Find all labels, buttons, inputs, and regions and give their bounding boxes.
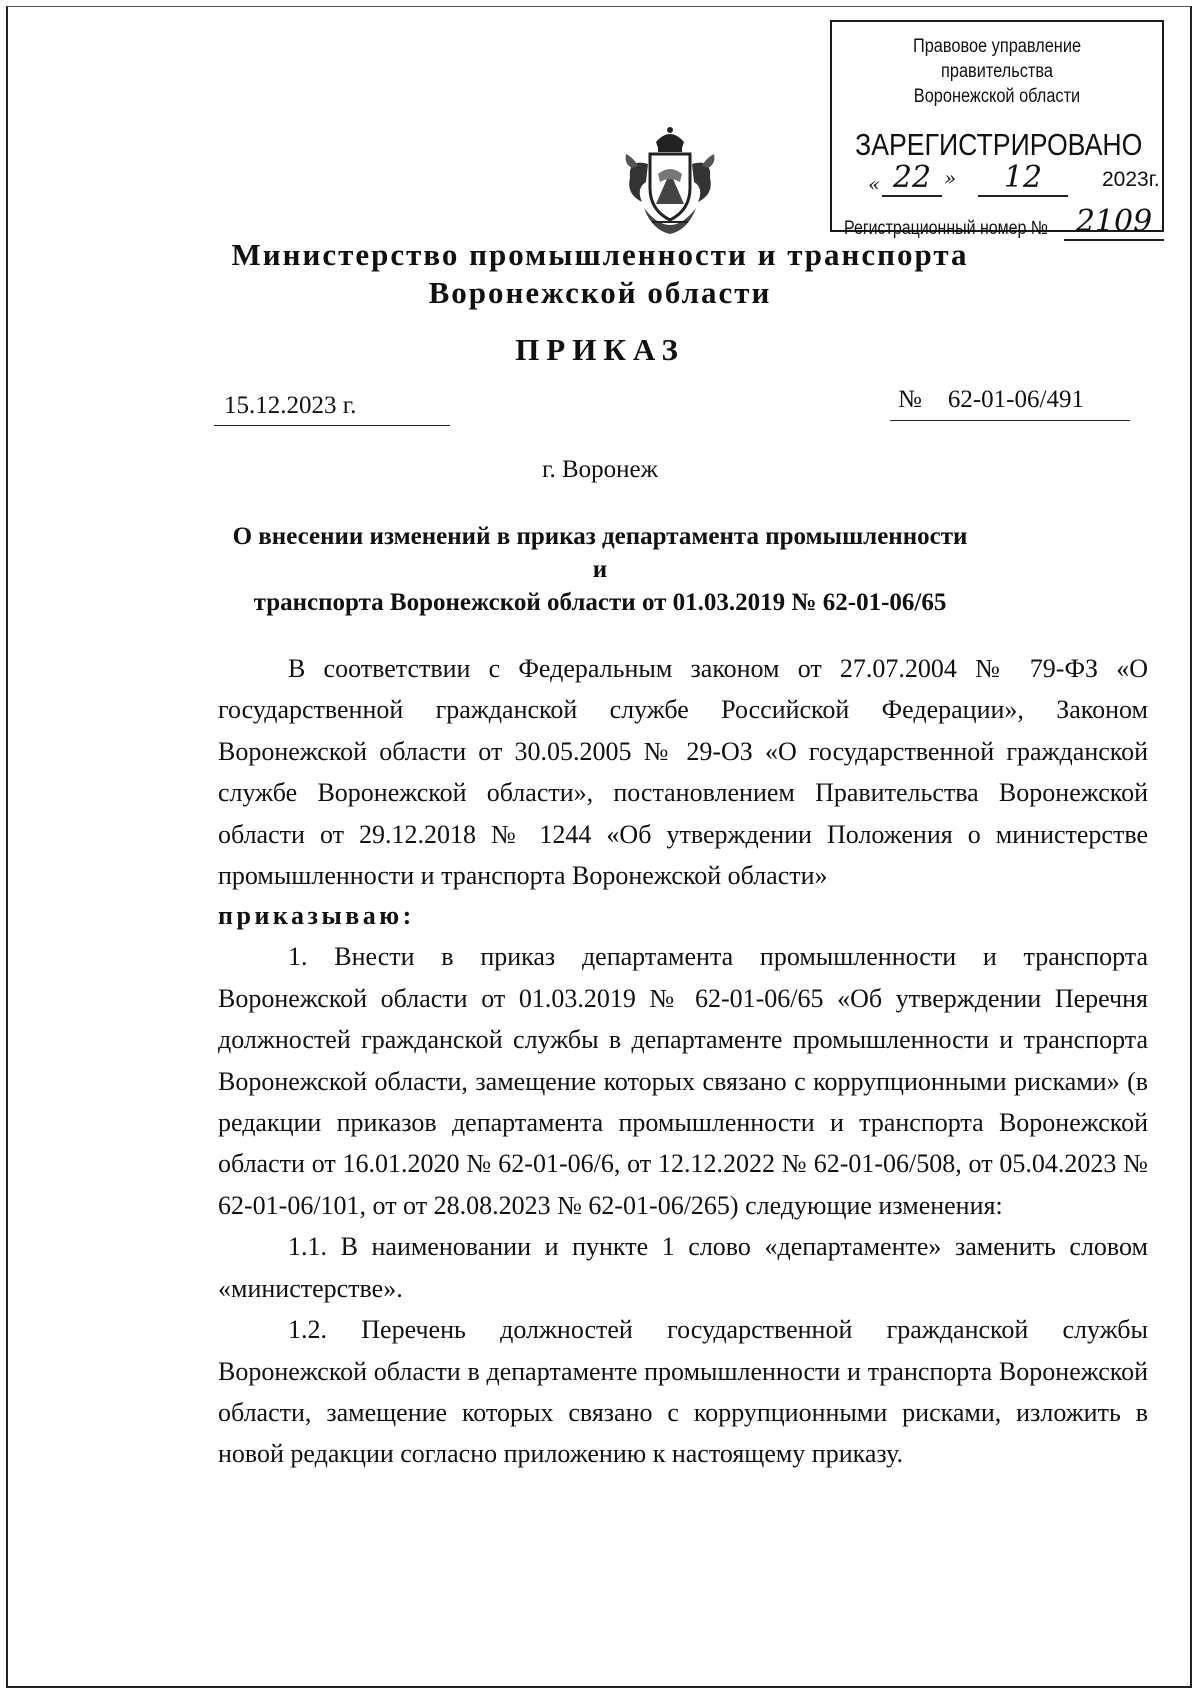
order-title: ПРИКАЗ (515, 332, 685, 367)
stamp-month: 12 (978, 160, 1068, 197)
stamp-quote-open: « (868, 172, 881, 196)
item-1-paragraph: 1. Внести в приказ департамента промышленности и транспорта Воронежской области от 01.03.2019 № 62-01-06/65 «Об утверждении Перечня должностей гражданской службы в департаменте промышленности и транспорта Воронежской области, замещение которых связано с коррупционными рисками» (в редакции приказов департамента промышленности и транспорта Воронежской области от 16.01.2020 № 62-01-06/6, от 12.12.2022 № 62-01-06/508, от 05.04.2023 № 62-01-06/101, от от 28.08.2023 № 62-01-06/265) следующие изменения: (218, 942, 1148, 1220)
preamble-paragraph: В соответствии с Федеральным законом от 27.07.2004 № 79-ФЗ «О государственной гражданской службе Российской Федерации», Законом Воронежской области от 30.05.2005 № 29-ОЗ «О государственной гражданской службе Воронежской области», постановлением Правительства Воронежской области от 29.12.2018 № 1244 «Об утверждении Положения о министерстве промышленности и транспорта Воронежской области» (218, 654, 1148, 891)
subject-line1: О внесении изменений в приказ департамента промышленности и (232, 523, 968, 583)
stamp-reg-label: Регистрационный номер № (844, 218, 1048, 239)
ministry-name-line2: Воронежской области (428, 275, 772, 310)
city: г. Воронеж (542, 456, 658, 483)
stamp-org-line2: Воронежской области (913, 86, 1081, 107)
order-word: приказываю: (218, 901, 415, 931)
order-date: 15.12.2023 г. (214, 392, 450, 426)
stamp-reg-number: 2109 (1064, 204, 1164, 241)
ministry-name-line1: Министерство промышленности и транспорта (231, 237, 969, 272)
voronezh-coat-of-arms-icon (622, 124, 718, 242)
item-1-1-paragraph: 1.1. В наименовании и пункте 1 слово «департаменте» заменить словом «министерстве». (218, 1232, 1148, 1303)
number-sign: № (898, 386, 922, 413)
stamp-year: 2023г. (1102, 168, 1160, 191)
stamp-org-line1: Правовое управление правительства (912, 36, 1082, 82)
stamp-organization (855, 34, 1139, 109)
order-subject (230, 520, 970, 619)
order-body (218, 648, 1148, 1475)
stamp-quote-close: » (944, 166, 957, 190)
subject-line2: транспорта Воронежской области от 01.03.2019 № 62-01-06/65 (253, 589, 947, 616)
item-1-2-paragraph: 1.2. Перечень должностей государственной гражданской службы Воронежской области в департаменте промышленности и транспорта Воронежской области, замещение которых связано с коррупционными рисками, изложить в новой редакции согласно приложению к настоящему приказу. (218, 1315, 1148, 1469)
stamp-title: ЗАРЕГИСТРИРОВАНО (855, 127, 1143, 162)
registration-stamp (830, 20, 1164, 239)
stamp-day: 22 (882, 160, 942, 197)
stamp-date (868, 160, 1160, 198)
order-number (890, 386, 1130, 421)
order-number-value: 62-01-06/491 (947, 386, 1084, 413)
